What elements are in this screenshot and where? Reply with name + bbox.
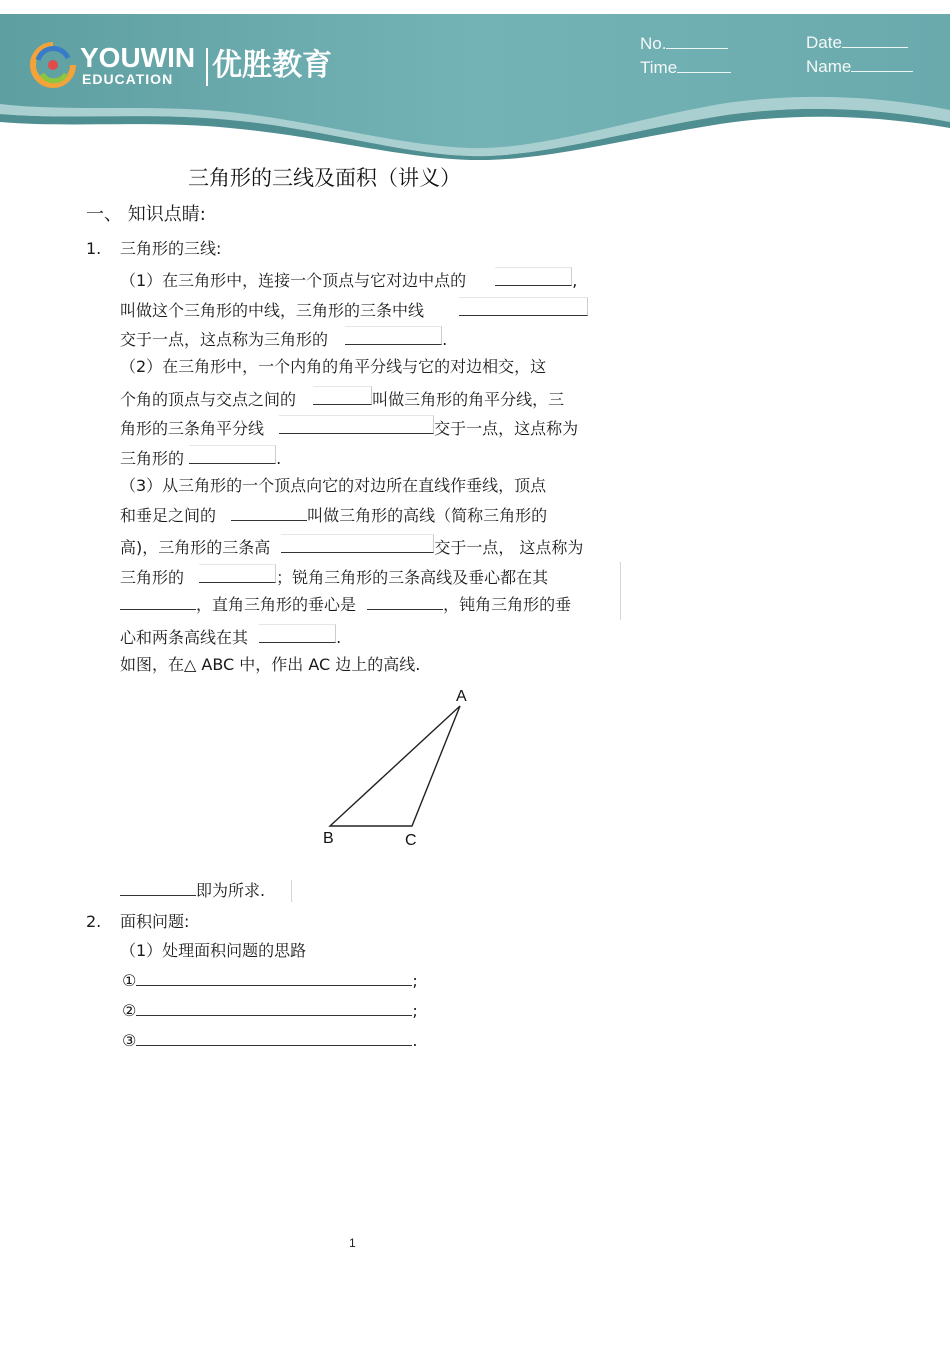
p3-line3-text: 高)，三角形的三条高	[120, 538, 271, 557]
no-field	[640, 34, 728, 54]
figure-intro: 如图，在△ ABC 中，作出 AC 边上的高线.	[120, 655, 421, 674]
blank-medians-concurrent[interactable]	[459, 297, 588, 316]
blank-idea-1[interactable]	[136, 971, 412, 986]
item2-subtitle: （1）处理面积问题的思路	[120, 941, 307, 960]
p3-line4	[120, 564, 548, 589]
blank-median[interactable]	[495, 267, 572, 286]
blank-acute-position[interactable]	[120, 595, 196, 610]
p1-line1-end: ,	[572, 271, 578, 290]
p2-line3	[120, 415, 578, 440]
list-marker: ①	[122, 971, 137, 990]
p2-line1: （2）在三角形中，一个内角的角平分线与它的对边相交，这	[120, 357, 547, 376]
p1-line3-end: .	[442, 330, 448, 349]
p1-line1	[120, 267, 577, 292]
p3-line2-text: 和垂足之间的	[120, 506, 217, 525]
date-label: Date	[806, 33, 842, 52]
section-heading: 一、 知识点睛:	[86, 204, 206, 225]
logo-text-en: YOUWIN	[80, 42, 196, 73]
blank-idea-2[interactable]	[136, 1001, 412, 1016]
item1-number: 1.	[86, 239, 102, 258]
vertex-label-a: A	[456, 688, 467, 705]
list-end: ;	[412, 971, 418, 990]
blank-altitude-segment[interactable]	[231, 506, 307, 521]
blank-idea-3[interactable]	[136, 1031, 412, 1046]
p2-line2	[120, 386, 564, 411]
p1-line2-text: 叫做这个三角形的中线，三角形的三条中线	[120, 301, 425, 320]
p1-line2	[120, 297, 588, 322]
logo-divider	[206, 48, 208, 86]
blank-incenter[interactable]	[189, 445, 276, 464]
p3-line2	[120, 505, 547, 527]
p1-line3	[120, 326, 447, 351]
answer-rule	[291, 880, 292, 902]
logo-swirl-icon	[28, 40, 78, 90]
item2-title: 面积问题:	[120, 912, 190, 931]
list-marker: ③	[122, 1031, 137, 1050]
blank-angle-bisector-segment[interactable]	[313, 386, 372, 405]
list-end: .	[412, 1031, 418, 1050]
p2-line2-text: 个角的顶点与交点之间的	[120, 390, 297, 409]
time-label: Time	[640, 58, 678, 77]
no-label: No.	[640, 34, 667, 53]
p3-line6-text: 心和两条高线在其	[120, 628, 249, 647]
logo-text-cn: 优胜教育	[212, 48, 332, 83]
list-end: ;	[412, 1001, 418, 1020]
p3-line4-text-b: ；锐角三角形的三条高线及垂心都在其	[276, 568, 549, 587]
list-marker: ②	[122, 1001, 137, 1020]
page-number: 1	[349, 1236, 356, 1250]
name-label: Name	[806, 57, 852, 76]
p3-line3-text-b: 交于一点， 这点称为	[434, 538, 584, 557]
p2-line4	[120, 445, 281, 470]
answer-suffix: 即为所求.	[196, 881, 266, 900]
p2-line4-end: .	[276, 449, 282, 468]
blank-orthocenter[interactable]	[199, 564, 276, 583]
p3-line6-end: .	[336, 628, 342, 647]
p3-line2-text-b: 叫做三角形的高线（简称三角形的	[307, 506, 548, 525]
triangle-abc	[330, 706, 460, 826]
list-item	[122, 970, 418, 992]
p3-line6	[120, 624, 341, 649]
p1-line1-text: （1）在三角形中，连接一个顶点与它对边中点的	[120, 271, 467, 290]
p2-line3-text: 角形的三条角平分线	[120, 419, 265, 438]
header-banner	[0, 0, 950, 160]
blank-obtuse-position[interactable]	[259, 624, 336, 643]
list-item	[122, 1000, 418, 1022]
time-field	[640, 58, 731, 78]
p3-line5-text-b: ，钝角三角形的垂	[443, 595, 572, 614]
list-item	[122, 1030, 417, 1052]
item1-title: 三角形的三线:	[120, 239, 222, 258]
p3-line5	[120, 594, 571, 616]
blank-centroid[interactable]	[345, 326, 442, 345]
p2-line4-text: 三角形的	[120, 449, 185, 468]
p2-line2-text-b: 叫做三角形的角平分线，三	[372, 390, 565, 409]
p1-line3-text: 交于一点，这点称为三角形的	[120, 330, 329, 349]
answer-line	[120, 880, 265, 902]
p2-line3-text-b: 交于一点，这点称为	[434, 419, 579, 438]
vertex-label-c: C	[405, 832, 417, 849]
logo-text-en-sub: EDUCATION	[82, 71, 174, 87]
vertex-label-b: B	[323, 830, 334, 847]
blank-bisectors-concurrent[interactable]	[279, 415, 434, 434]
item2-number: 2.	[86, 912, 102, 931]
p3-line5-text: ，直角三角形的垂心是	[196, 595, 357, 614]
page-title: 三角形的三线及面积（讲义）	[188, 166, 461, 190]
name-field	[806, 57, 913, 77]
p3-line1: （3）从三角形的一个顶点向它的对边所在直线作垂线，顶点	[120, 476, 547, 495]
blank-altitudes-concurrent[interactable]	[281, 534, 434, 553]
blank-right-orthocenter[interactable]	[367, 595, 443, 610]
blank-answer[interactable]	[120, 881, 196, 896]
date-field	[806, 33, 908, 53]
p3-line3	[120, 534, 583, 559]
margin-rule	[620, 562, 621, 620]
p3-line4-text: 三角形的	[120, 568, 185, 587]
